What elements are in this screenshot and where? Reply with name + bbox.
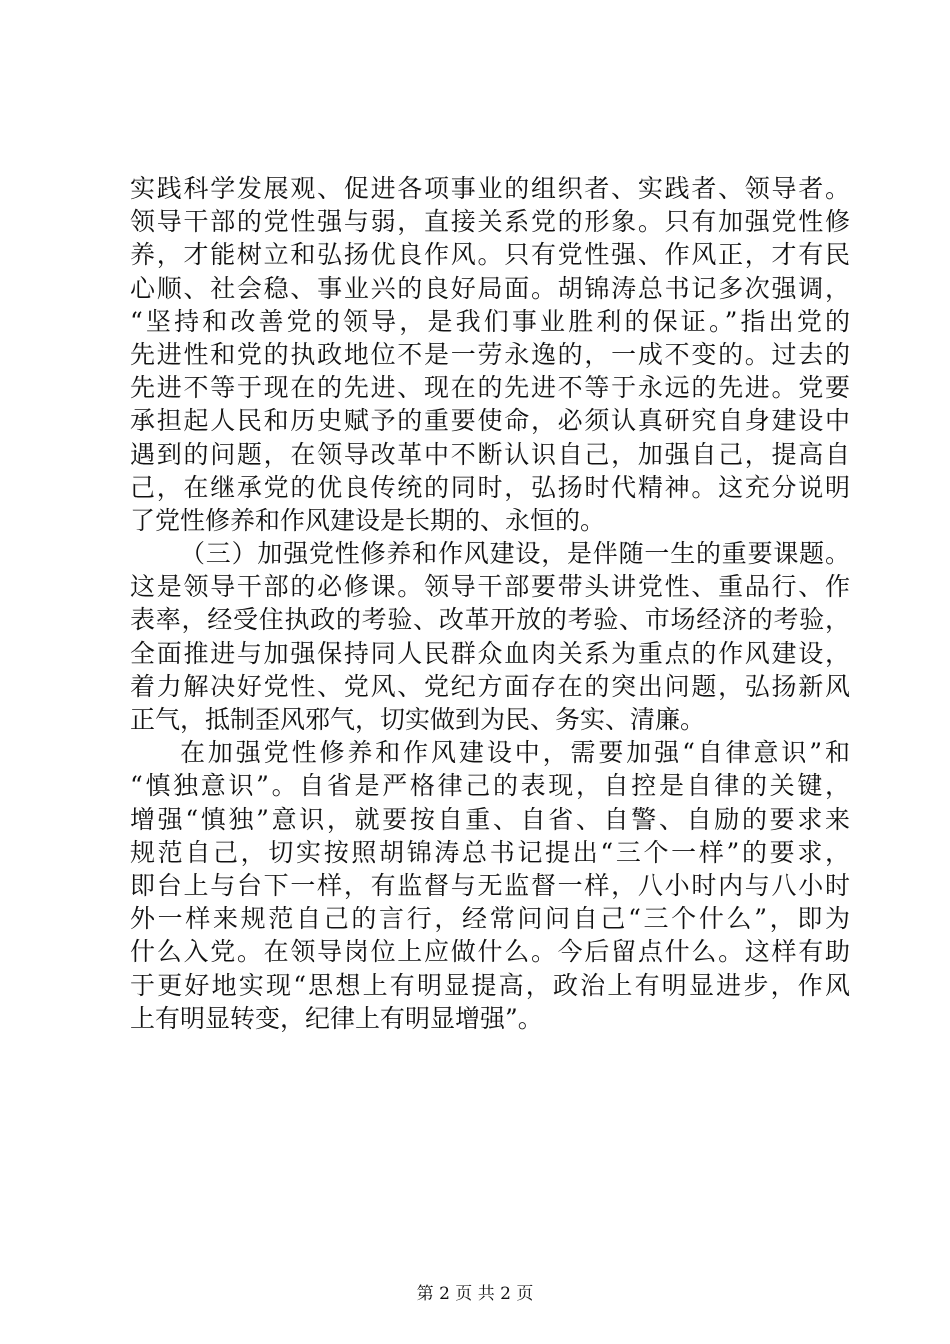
text-line: 遇到的问题，在领导改革中不断认识自己，加强自己，提高自 — [130, 439, 850, 469]
page-footer: 第 2 页 共 2 页 — [416, 1284, 534, 1304]
document-body — [130, 172, 850, 1035]
text-line: 规范自己，切实按照胡锦涛总书记提出“三个一样”的要求， — [130, 837, 850, 867]
text-line: “慎独意识”。自省是严格律己的表现，自控是自律的关键， — [130, 771, 850, 801]
text-line: “坚持和改善党的领导，是我们事业胜利的保证。”指出党的 — [130, 306, 850, 336]
text-line: 领导干部的党性强与弱，直接关系党的形象。只有加强党性修 — [130, 207, 850, 237]
text-line: 先进性和党的执政地位不是一劳永逸的，一成不变的。过去的 — [130, 339, 850, 369]
text-line: 这是领导干部的必修课。领导干部要带头讲党性、重品行、作 — [130, 572, 850, 602]
text-line: 着力解决好党性、党风、党纪方面存在的突出问题，弘扬新风 — [130, 671, 850, 701]
text-line: 外一样来规范自己的言行，经常问问自己“三个什么”，即为 — [130, 904, 850, 934]
text-line: 于更好地实现“思想上有明显提高，政治上有明显进步，作风 — [130, 970, 850, 1000]
text-line: 承担起人民和历史赋予的重要使命，必须认真研究自身建设中 — [130, 406, 850, 436]
text-line: 全面推进与加强保持同人民群众血肉关系为重点的作风建设， — [130, 638, 850, 668]
text-line: 上有明显转变，纪律上有明显增强”。 — [130, 1003, 543, 1033]
text-line: 己，在继承党的优良传统的同时，弘扬时代精神。这充分说明 — [130, 472, 850, 502]
text-line: 实践科学发展观、促进各项事业的组织者、实践者、领导者。 — [130, 174, 850, 203]
text-line: （三）加强党性修养和作风建设，是伴随一生的重要课题。 — [180, 539, 850, 569]
text-line: 在加强党性修养和作风建设中，需要加强“自律意识”和 — [180, 738, 850, 768]
text-line: 了党性修养和作风建设是长期的、永恒的。 — [130, 505, 606, 535]
text-line: 即台上与台下一样，有监督与无监督一样，八小时内与八小时 — [130, 870, 850, 900]
text-line: 表率，经受住执政的考验、改革开放的考验、市场经济的考验， — [130, 605, 850, 635]
text-line: 什么入党。在领导岗位上应做什么。今后留点什么。这样有助 — [130, 937, 850, 967]
text-line: 心顺、社会稳、事业兴的良好局面。胡锦涛总书记多次强调， — [130, 273, 850, 303]
text-line: 先进不等于现在的先进、现在的先进不等于永远的先进。党要 — [130, 373, 850, 403]
text-line: 增强“慎独”意识，就要按自重、自省、自警、自励的要求来 — [130, 804, 850, 834]
text-line: 养，才能树立和弘扬优良作风。只有党性强、作风正，才有民 — [130, 240, 850, 270]
text-line: 正气，抵制歪风邪气，切实做到为民、务实、清廉。 — [130, 705, 706, 734]
